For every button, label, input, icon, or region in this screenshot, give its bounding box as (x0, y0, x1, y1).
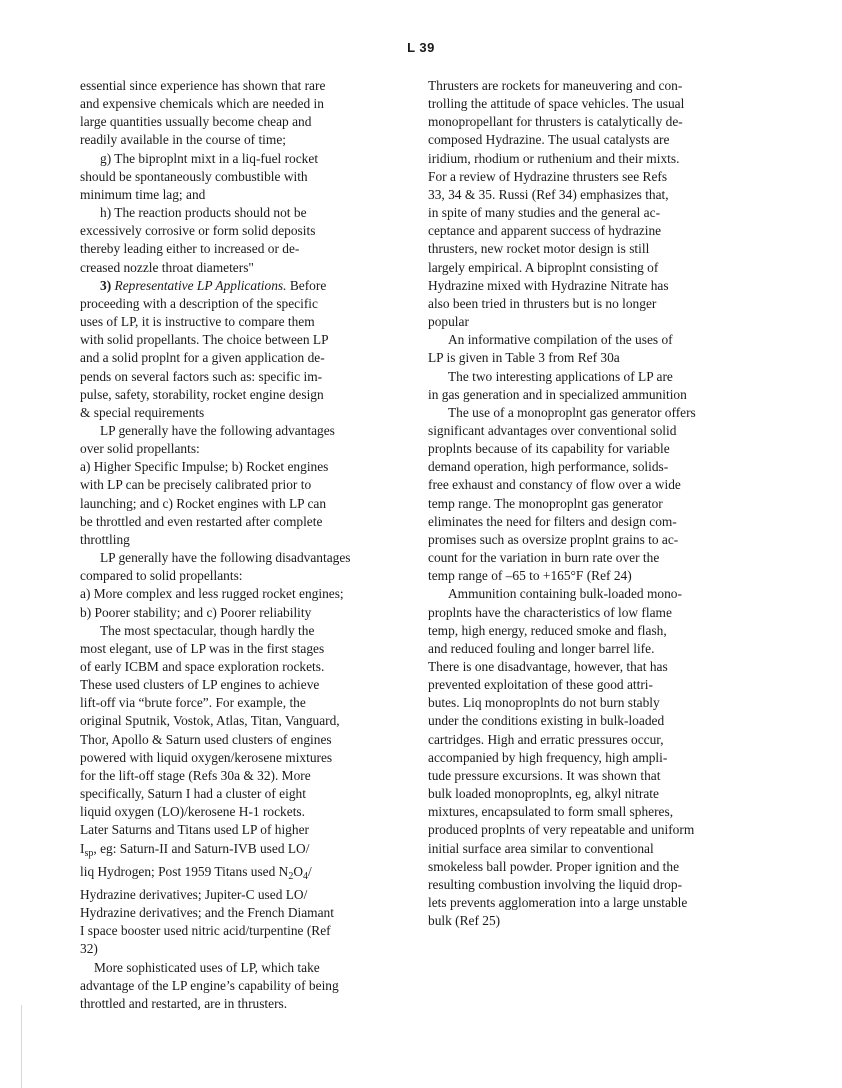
text-line: An informative compilation of the uses of (448, 332, 673, 348)
text-line: for the lift-off stage (Refs 30a & 32). More (80, 767, 311, 783)
text-line: I space booster used nitric acid/turpentine (Ref (80, 923, 331, 939)
text-line: monopropellant for thrusters is catalytically de- (428, 114, 683, 130)
text-line: temp, high energy, reduced smoke and flash, (428, 622, 667, 638)
text-line: cartridges. High and erratic pressures occur, (428, 731, 664, 747)
text-line: launching; and c) Rocket engines with LP can (80, 495, 327, 511)
text-line: promises such as oversize proplnt grains to ac- (428, 531, 679, 547)
text-line: liquid oxygen (LO)/kerosene H-1 rockets. (80, 804, 305, 820)
text-line: pulse, safety, storability, rocket engine design (80, 386, 324, 402)
section-number: 3) (100, 277, 112, 293)
text-line: readily available in the course of time; (80, 132, 286, 148)
text-line: LP generally have the following advantages (100, 422, 335, 438)
text-line: demand operation, high performance, solids- (428, 459, 669, 475)
text-line: pends on several factors such as: specific im- (80, 368, 323, 384)
text-line: lets prevents agglomeration into a large unstable (428, 895, 688, 911)
right-column (428, 77, 743, 930)
text-line: Thrusters are rockets for maneuvering and con- (428, 78, 683, 93)
text-line: in gas generation and in specialized ammunition (428, 386, 687, 402)
text-line: accompanied by high frequency, high ampli- (428, 749, 668, 765)
text-line: temp range. The monoproplnt gas generator (428, 495, 663, 511)
text-line: and reduced fouling and longer barrel life. (428, 640, 655, 656)
text-line: and expensive chemicals which are needed in (80, 96, 324, 112)
text-line: trolling the attitude of space vehicles. The usual (428, 96, 685, 112)
text-line: butes. Liq monoproplnts do not burn stably (428, 695, 660, 711)
text-line: significant advantages over conventional solid (428, 422, 677, 438)
text-line: h) The reaction products should not be (100, 205, 307, 221)
text-line: bulk (Ref 25) (428, 913, 501, 929)
text-line: should be spontaneously combustible with (80, 168, 308, 184)
text-line: b) Poorer stability; and c) Poorer reliability (80, 604, 312, 620)
n2o4-prefix: liq Hydrogen; Post 1959 Titans used N (80, 863, 289, 879)
text-line: powered with liquid oxygen/kerosene mixtures (80, 749, 333, 765)
text-line: mixtures, encapsulated to form small spheres, (428, 804, 674, 820)
text-line: Thor, Apollo & Saturn used clusters of engines (80, 731, 332, 747)
text-line: composed Hydrazine. The usual catalysts are (428, 132, 670, 148)
n2o4-subscript-4: 4 (303, 870, 308, 882)
text-line: essential since experience has shown that rare (80, 78, 326, 93)
text-line: popular (428, 314, 469, 330)
text-line: smokeless ball powder. Proper ignition and the (428, 858, 680, 874)
page-number: L 39 (407, 40, 435, 55)
text-line: and a solid proplnt for a given application de- (80, 350, 325, 366)
text-line: The use of a monoproplnt gas generator offers (448, 404, 696, 420)
text-line: ceptance and apparent success of hydrazine (428, 223, 662, 239)
text-line: uses of LP, it is instructive to compare them (80, 314, 315, 330)
text-line: compared to solid propellants: (80, 568, 243, 584)
text-line: LP is given in Table 3 from Ref 30a (428, 350, 620, 366)
n2o4-subscript-2: 2 (288, 870, 294, 882)
section-heading-line (80, 277, 380, 295)
text-line: The two interesting applications of LP are (448, 368, 673, 384)
text-line: be throttled and even restarted after complete (80, 513, 323, 529)
text-line: resulting combustion involving the liquid drop- (428, 876, 683, 892)
text-line: under the conditions existing in bulk-loaded (428, 713, 665, 729)
text-line: bulk loaded monoproplnts, eg, alkyl nitrate (428, 786, 659, 802)
text-line: produced proplnts of very repeatable and uniform (428, 822, 695, 838)
text-line: initial surface area similar to conventional (428, 840, 654, 856)
text-line: thrusters, new rocket motor design is still (428, 241, 650, 257)
text-line: Hydrazine derivatives; Jupiter-C used LO/ (80, 886, 308, 902)
text-line: Hydrazine mixed with Hydrazine Nitrate has (428, 277, 669, 293)
text-line: free exhaust and constancy of flow over a wide (428, 477, 681, 493)
left-column (80, 77, 380, 1013)
text-line: of early ICBM and space exploration rockets. (80, 659, 325, 674)
text-line: over solid propellants: (80, 441, 200, 457)
section-title: Representative LP Applications. (114, 277, 287, 293)
text-line: Later Saturns and Titans used LP of higher (80, 822, 309, 838)
text-line: minimum time lag; and (80, 186, 206, 202)
section-heading-rest: Before (289, 277, 327, 293)
text-line: 33, 34 & 35. Russi (Ref 34) emphasizes that, (428, 186, 669, 202)
text-line: count for the variation in burn rate over the (428, 550, 660, 566)
text-line: excessively corrosive or form solid deposits (80, 223, 316, 239)
text-line: & special requirements (80, 404, 205, 420)
text-line: The most spectacular, though hardly the (100, 622, 315, 638)
text-line: LP generally have the following disadvantages (100, 550, 351, 566)
text-line: large quantities ussually become cheap and (80, 114, 312, 130)
n2o4-suffix: / (308, 863, 312, 879)
scan-edge-rule (21, 1005, 22, 1088)
n2o4-oxygen: O (293, 863, 303, 879)
text-line: advantage of the LP engine’s capability of being (80, 977, 339, 993)
isp-rest: , eg: Saturn-II and Saturn-IVB used LO/ (93, 840, 310, 856)
text-line: More sophisticated uses of LP, which take (94, 959, 320, 975)
text-line: with LP can be precisely calibrated prior to (80, 477, 312, 493)
text-line: original Sputnik, Vostok, Atlas, Titan, Vanguard, (80, 713, 340, 729)
text-line: proplnts have the characteristics of low flame (428, 604, 672, 620)
text-line: These used clusters of LP engines to achieve (80, 677, 320, 693)
text-line: eliminates the need for filters and design com- (428, 513, 677, 529)
text-line: a) Higher Specific Impulse; b) Rocket engines (80, 459, 329, 475)
text-line: throttling (80, 531, 130, 547)
text-line: in spite of many studies and the general ac- (428, 205, 661, 221)
text-line: prevented exploitation of these good attri- (428, 677, 653, 693)
text-line: Ammunition containing bulk-loaded mono- (448, 586, 682, 602)
text-line: tude pressure excursions. It was shown that (428, 767, 661, 783)
text-line: creased nozzle throat diameters" (80, 259, 254, 275)
text-line: g) The biproplnt mixt in a liq-fuel rocket (100, 150, 319, 166)
text-line: proceeding with a description of the specific (80, 295, 318, 311)
text-line: throttled and restarted, are in thrusters. (80, 995, 288, 1011)
text-line: also been tried in thrusters but is no longer (428, 295, 657, 311)
text-line: specifically, Saturn I had a cluster of eight (80, 786, 306, 802)
text-line: There is one disadvantage, however, that has (428, 659, 668, 674)
text-line: lift-off via “brute force”. For example, the (80, 695, 306, 711)
isp-subscript: sp (84, 847, 94, 859)
text-line: thereby leading either to increased or de- (80, 241, 300, 257)
text-line: with solid propellants. The choice between LP (80, 332, 329, 348)
text-line: temp range of –65 to +165°F (Ref 24) (428, 568, 632, 584)
text-line: most elegant, use of LP was in the first stages (80, 640, 325, 656)
text-line: For a review of Hydrazine thrusters see Refs (428, 168, 668, 184)
text-line: a) More complex and less rugged rocket engines; (80, 586, 344, 602)
text-line: 32) (80, 941, 98, 957)
text-line: iridium, rhodium or ruthenium and their mixts. (428, 150, 680, 166)
text-line-n2o4 (80, 863, 380, 886)
text-line: largely empirical. A biproplnt consisting of (428, 259, 659, 275)
text-line-isp (80, 840, 380, 863)
isp-symbol: I (80, 840, 85, 856)
text-line: Hydrazine derivatives; and the French Diamant (80, 905, 334, 921)
text-line: proplnts because of its capability for variable (428, 441, 670, 457)
